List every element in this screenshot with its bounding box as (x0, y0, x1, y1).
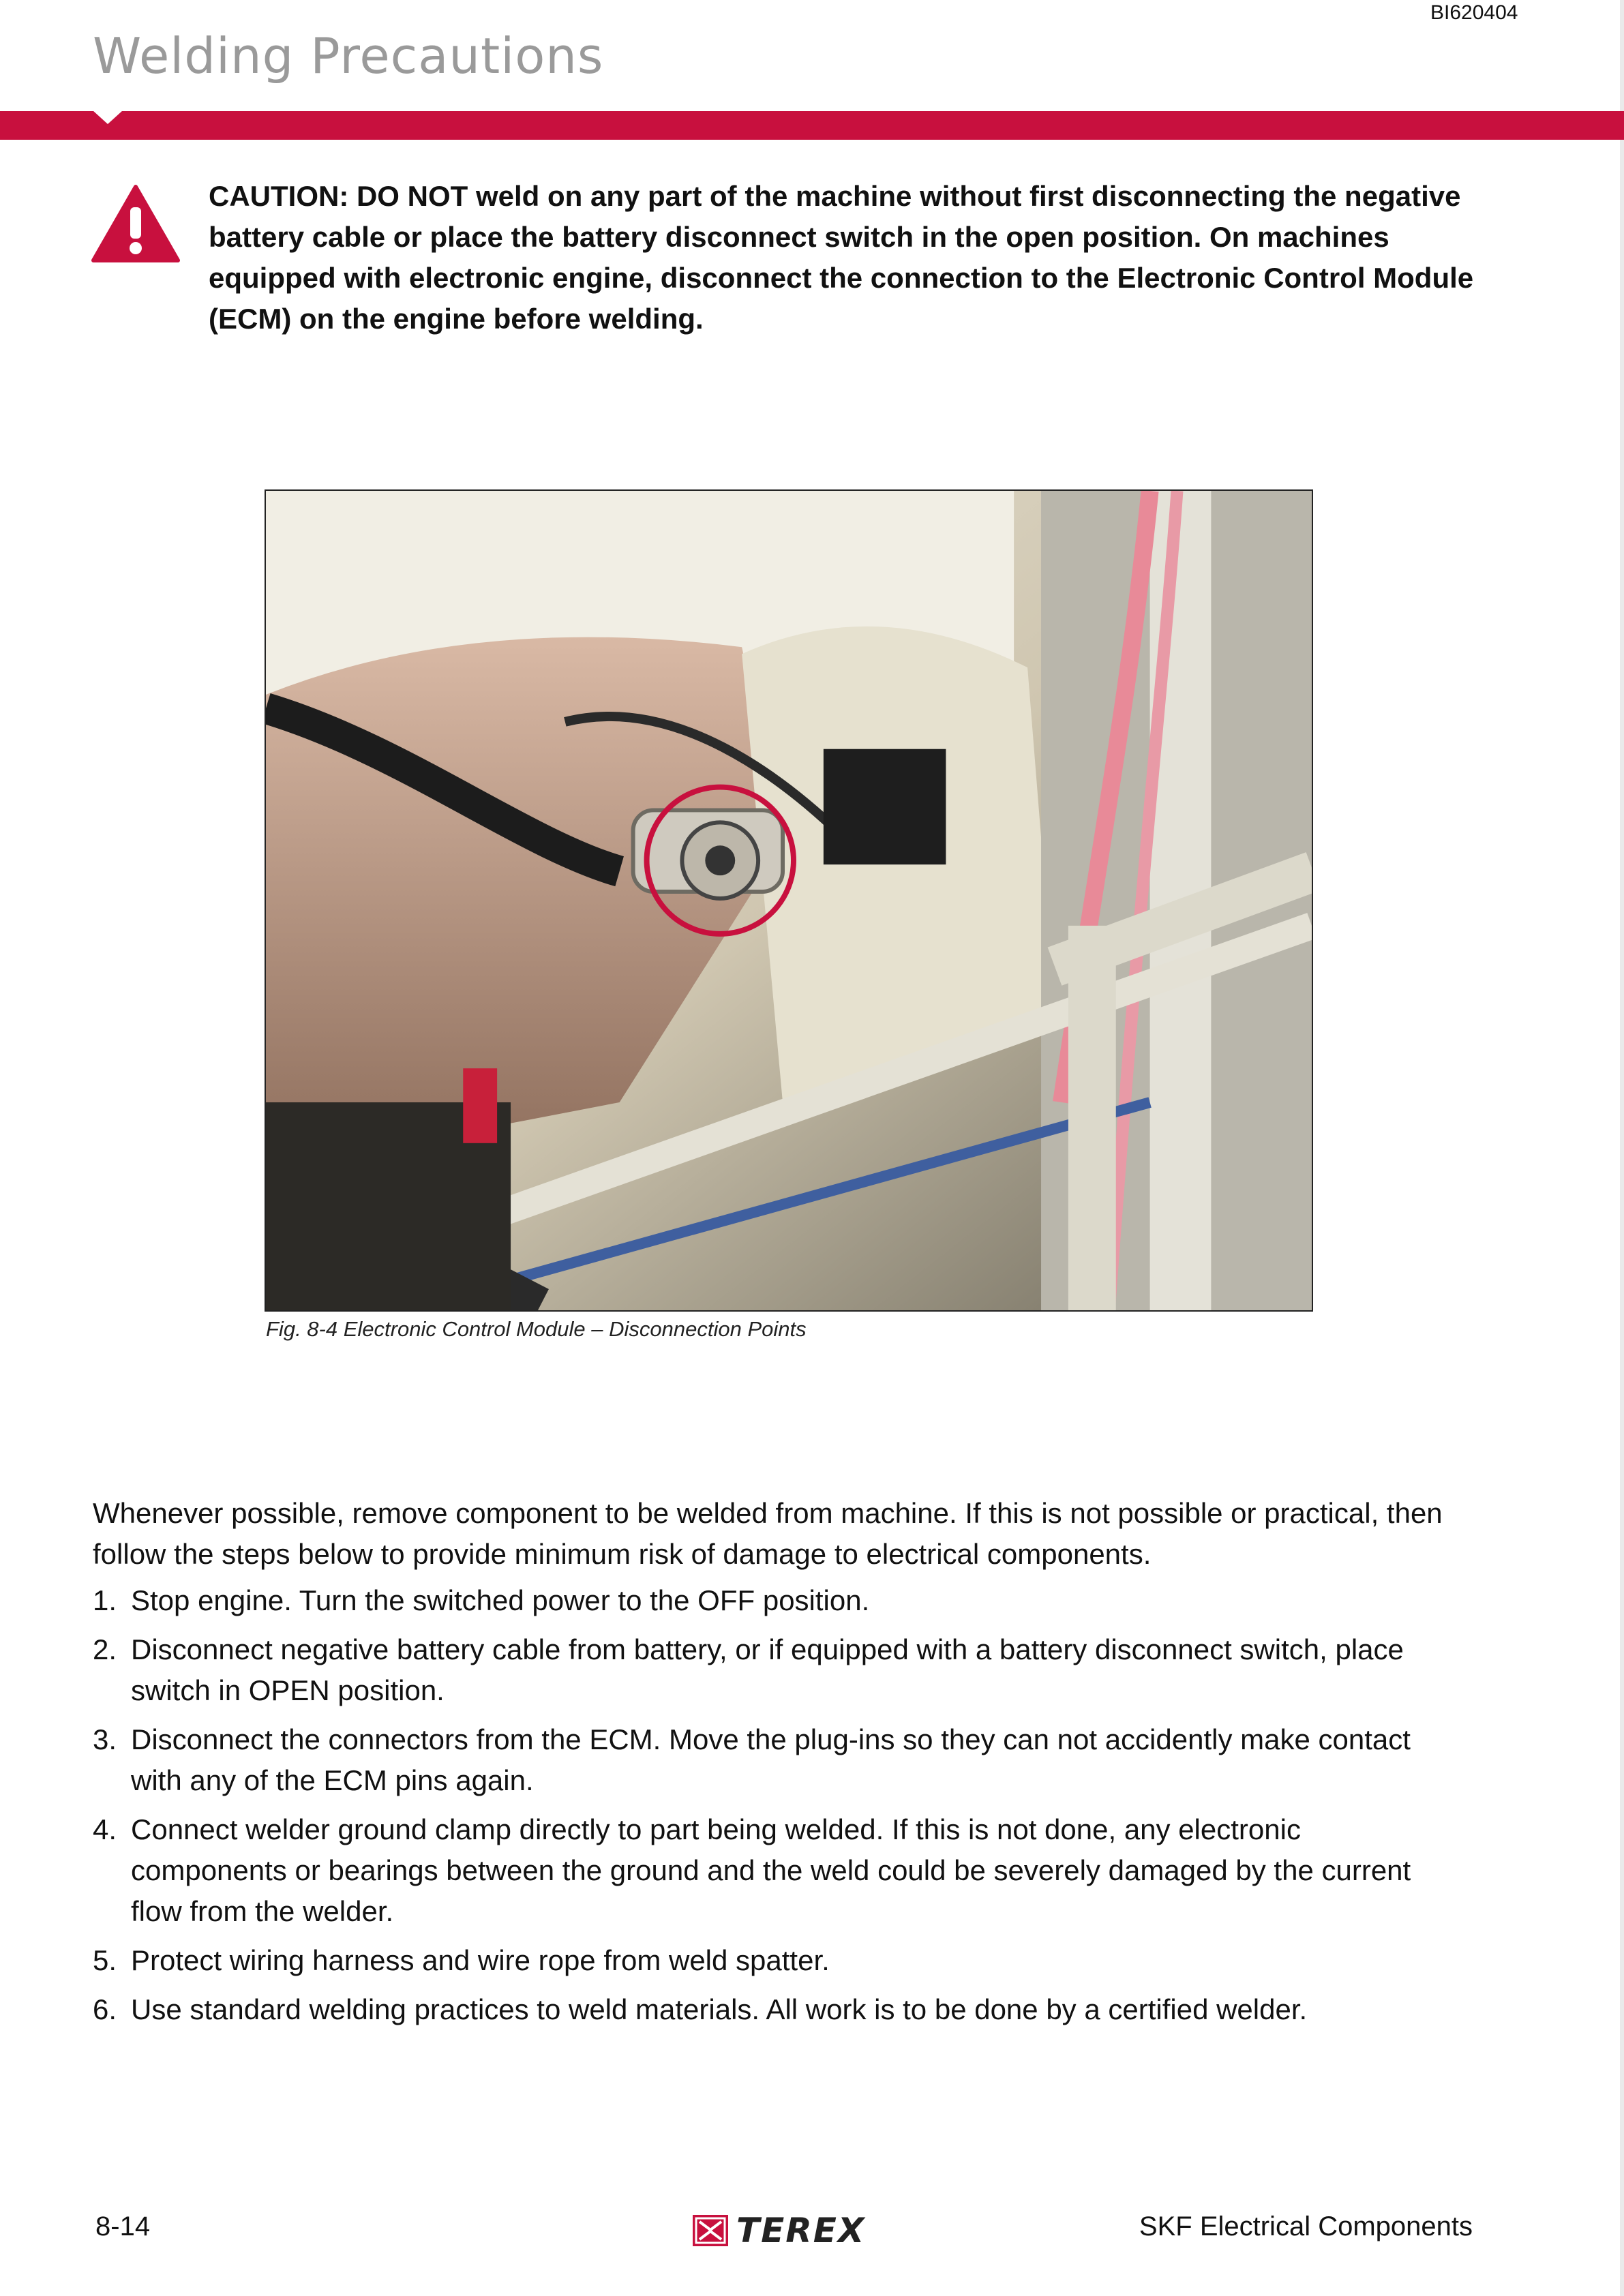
list-item (93, 1989, 1443, 2030)
terex-logo (693, 2213, 865, 2248)
step-number: 4. (93, 1813, 117, 1845)
step-text: Use standard welding practices to weld materials. All work is to be done by a certified welder. (131, 1993, 1308, 2025)
header-notch (93, 110, 123, 124)
step-text: Connect welder ground clamp directly to part being welded. If this is not done, any electronic components or bearings between the ground and the weld could be severely damaged by the current flow from the welder. (131, 1813, 1411, 1927)
step-number: 1. (93, 1584, 117, 1616)
ecm-photo (265, 489, 1313, 1312)
section-name: SKF Electrical Components (1139, 2211, 1473, 2241)
step-text: Stop engine. Turn the switched power to the OFF position. (131, 1584, 870, 1616)
steps-list (93, 1580, 1443, 2038)
page-edge (1620, 0, 1624, 2296)
list-item (93, 1809, 1443, 1932)
list-item (93, 1629, 1443, 1711)
caution-text: CAUTION: DO NOT weld on any part of the machine without first disconnecting the negative battery cable or place the battery disconnect switch in the open position. On machines equipped with electronic engine, disconnect the connection to the Electronic Control Module (ECM) on the engine before welding. (209, 180, 1474, 335)
page-number: 8-14 (95, 2211, 151, 2241)
list-item (93, 1719, 1443, 1801)
step-text: Disconnect the connectors from the ECM. Move the plug-ins so they can not accidently make contact with any of the ECM pins again. (131, 1723, 1411, 1796)
step-text: Disconnect negative battery cable from battery, or if equipped with a battery disconnect switch, place switch in OPEN position. (131, 1633, 1404, 1706)
intro-paragraph: Whenever possible, remove component to be welded from machine. If this is not possible or practical, then follow the steps below to provide minimum risk of damage to electrical components. (93, 1497, 1443, 1570)
brand-name: TEREX (736, 2211, 866, 2250)
figure-caption: Fig. 8-4 Electronic Control Module – Disconnection Points (266, 1317, 807, 1341)
warning-triangle-icon (91, 184, 181, 263)
step-number: 2. (93, 1633, 117, 1665)
step-number: 6. (93, 1993, 117, 2025)
header-bar (0, 111, 1624, 140)
list-item (93, 1940, 1443, 1981)
step-text: Protect wiring harness and wire rope from weld spatter. (131, 1944, 830, 1976)
terex-logo-icon (693, 2215, 728, 2246)
step-number: 5. (93, 1944, 117, 1976)
ecm-photo-illustration (266, 491, 1312, 1310)
document-id: BI620404 (1430, 1, 1518, 24)
list-item (93, 1580, 1443, 1621)
step-number: 3. (93, 1723, 117, 1755)
page-title: Welding Precautions (93, 27, 604, 85)
